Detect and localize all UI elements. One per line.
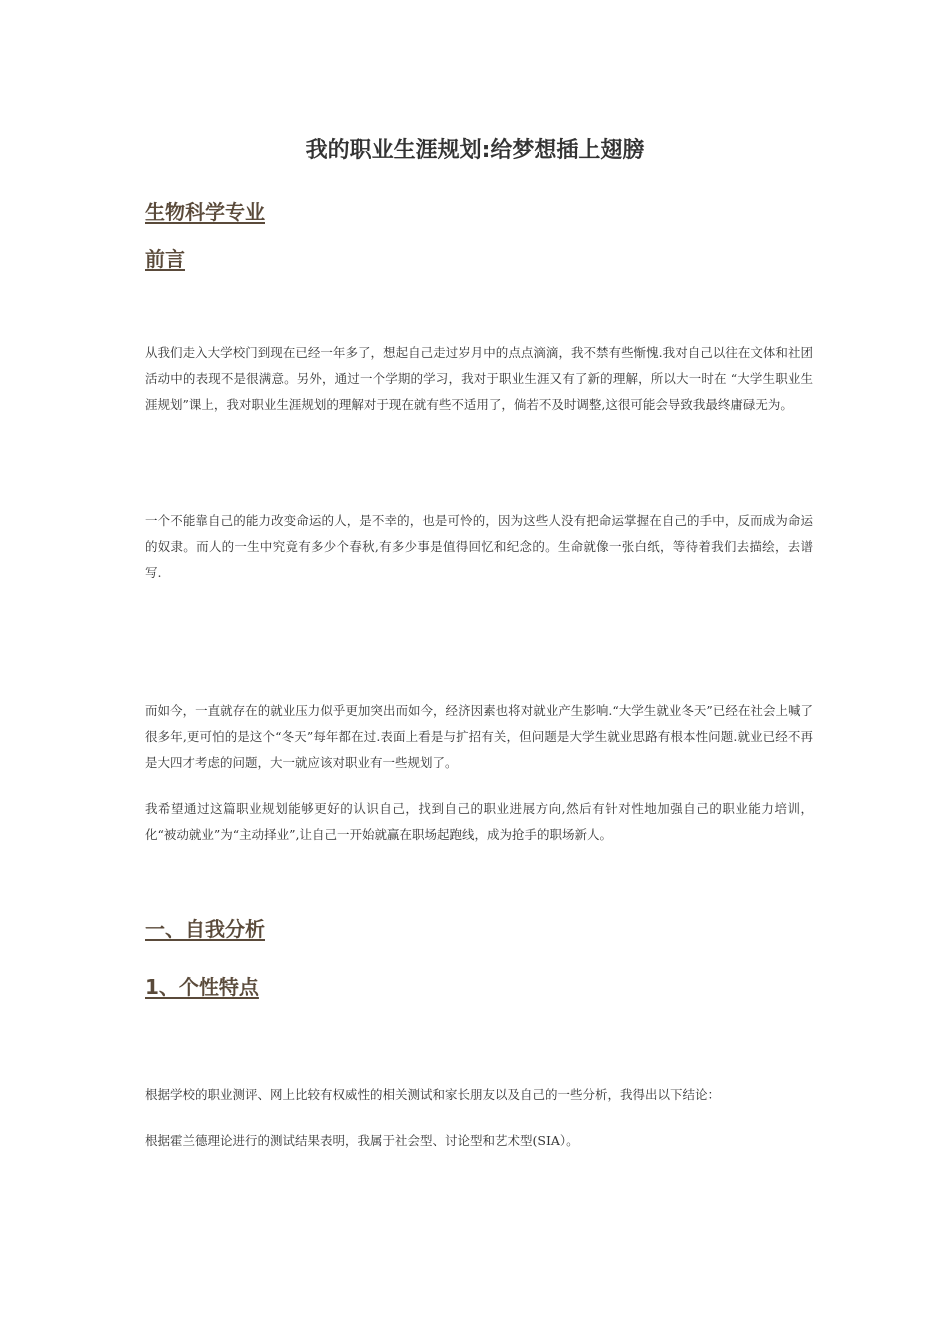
subsection-personality-heading: 1、个性特点 bbox=[145, 975, 259, 999]
document-title: 我的职业生涯规划:给梦想插上翅膀 bbox=[305, 138, 645, 163]
major-heading: 生物科学专业 bbox=[145, 200, 265, 224]
paragraph-fate: 一个不能靠自己的能力改变命运的人，是不幸的，也是可怜的，因为这些人没有把命运掌握在自己的手中，反而成为命运的奴隶。而人的一生中究竟有多少个春秋,有多少事是值得回忆和纪念的。生命就像一张白纸，等待着我们去描绘，去谱写. bbox=[145, 513, 813, 580]
paragraph-analysis-basis: 根据学校的职业测评、网上比较有权威性的相关测试和家长朋友以及自己的一些分析，我得出以下结论： bbox=[145, 1087, 721, 1102]
paragraph-intro: 从我们走入大学校门到现在已经一年多了，想起自己走过岁月中的点点滴滴，我不禁有些惭愧.我对自己以往在文体和社团活动中的表现不是很满意。另外，通过一个学期的学习，我对于职业生涯又有了新的理解，所以大一时在 “大学生职业生涯规划”课上，我对职业生涯规划的理解对于现在就有些不适用了，倘若不及时调整,这很可能会导致我最终庸碌无为。 bbox=[145, 345, 813, 412]
paragraph-employment: 而如今，一直就存在的就业压力似乎更加突出而如今，经济因素也将对就业产生影响.“大学生就业冬天”已经在社会上喊了很多年,更可怕的是这个“冬天”每年都在过.表面上看是与扩招有关，但问题是大学生就业思路有根本性问题.就业已经不再是大四才考虑的问题，大一就应该对职业有一些规划了。 bbox=[145, 703, 813, 770]
preface-heading: 前言 bbox=[145, 247, 185, 271]
section-self-analysis-heading: 一、自我分析 bbox=[145, 917, 265, 941]
paragraph-holland-result: 根据霍兰德理论进行的测试结果表明，我属于社会型、讨论型和艺术型(SIA）。 bbox=[145, 1133, 579, 1148]
paragraph-goal: 我希望通过这篇职业规划能够更好的认识自己，找到自己的职业进展方向,然后有针对性地加强自己的职业能力培训，化“被动就业”为“主动择业”,让自己一开始就赢在职场起跑线，成为抢手的职场新人。 bbox=[145, 801, 813, 842]
